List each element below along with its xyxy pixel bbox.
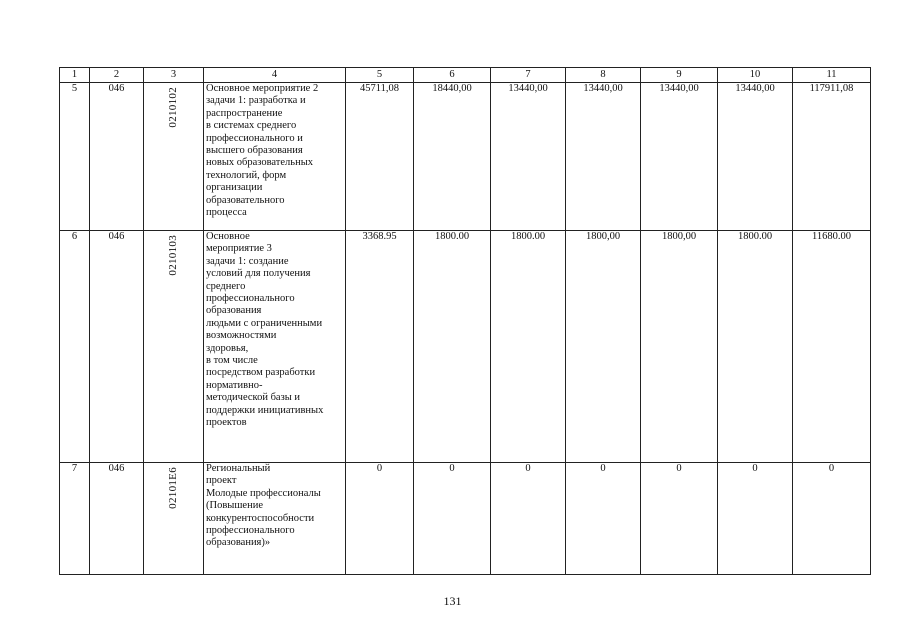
ministry-code: 046 (90, 83, 144, 231)
value-cell: 0 (718, 463, 793, 575)
header-cell: 2 (90, 68, 144, 83)
value-cell: 1800.00 (414, 231, 491, 463)
target-article-code: 0210102 (167, 87, 180, 128)
value-cell: 1800.00 (491, 231, 566, 463)
row-number: 5 (60, 83, 90, 231)
value-cell: 0 (414, 463, 491, 575)
header-cell: 7 (491, 68, 566, 83)
row-number: 6 (60, 231, 90, 463)
activity-description: Основное мероприятие 2 задачи 1: разработка и распространение в системах среднего профессионального и высшего образования новых образовательных технологий, форм организации образовательного процесса (204, 83, 346, 231)
value-cell: 13440,00 (491, 83, 566, 231)
total-cell: 0 (793, 463, 871, 575)
value-cell: 0 (491, 463, 566, 575)
value-cell: 13440,00 (641, 83, 718, 231)
value-cell: 1800,00 (641, 231, 718, 463)
total-cell: 117911,08 (793, 83, 871, 231)
header-cell: 3 (144, 68, 204, 83)
header-cell: 1 (60, 68, 90, 83)
value-cell: 0 (346, 463, 414, 575)
value-cell: 45711,08 (346, 83, 414, 231)
header-cell: 5 (346, 68, 414, 83)
table-row (60, 231, 871, 463)
target-article-code: 0210103 (167, 235, 180, 276)
page-number: 131 (443, 594, 462, 608)
header-cell: 9 (641, 68, 718, 83)
activity-description: Региональный проект Молодые профессионалы (Повышение конкурентоспособности профессионального образования)» (204, 463, 346, 575)
row-number: 7 (60, 463, 90, 575)
value-cell: 18440,00 (414, 83, 491, 231)
ministry-code: 046 (90, 463, 144, 575)
value-cell: 0 (641, 463, 718, 575)
header-cell: 6 (414, 68, 491, 83)
budget-table (59, 67, 871, 575)
header-cell: 4 (204, 68, 346, 83)
value-cell: 13440,00 (718, 83, 793, 231)
value-cell: 3368.95 (346, 231, 414, 463)
header-cell: 10 (718, 68, 793, 83)
table-row (60, 83, 871, 231)
target-article-code: 02101E6 (167, 467, 180, 509)
header-cell: 11 (793, 68, 871, 83)
activity-description: Основное мероприятие 3 задачи 1: создание условий для получения среднего профессионального образования людьми с ограниченными возможностями здоровья, в том числе посредством разработки нормативно- методической базы и поддержки инициативных проектов (204, 231, 346, 463)
table-row (60, 463, 871, 575)
value-cell: 1800.00 (718, 231, 793, 463)
value-cell: 13440,00 (566, 83, 641, 231)
value-cell: 0 (566, 463, 641, 575)
value-cell: 1800,00 (566, 231, 641, 463)
total-cell: 11680.00 (793, 231, 871, 463)
ministry-code: 046 (90, 231, 144, 463)
header-cell: 8 (566, 68, 641, 83)
header-row (60, 68, 871, 83)
